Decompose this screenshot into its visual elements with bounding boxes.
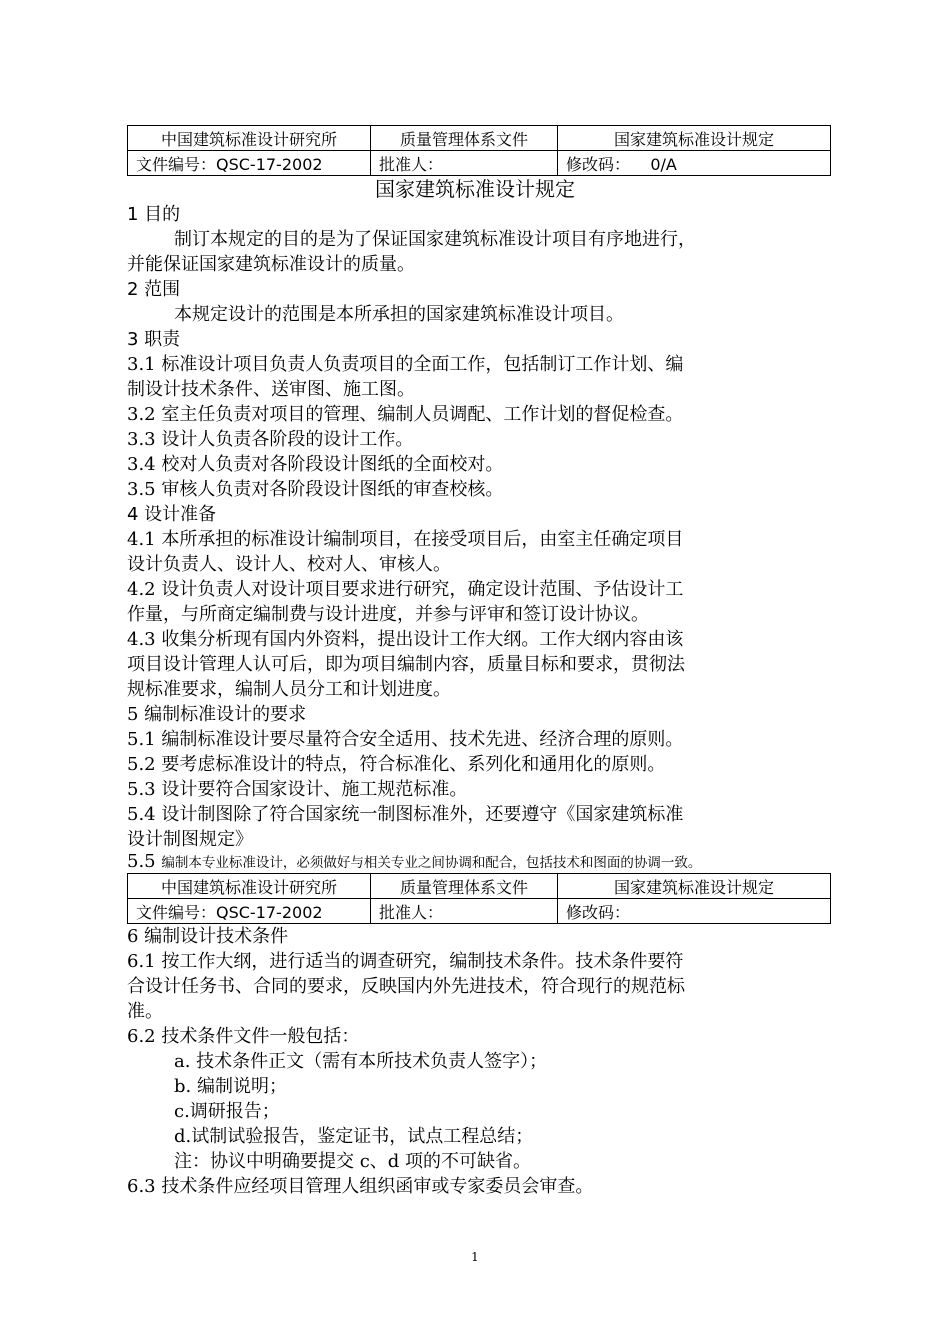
clause-number: 5.5 [127, 851, 156, 872]
list-item: c.调研报告； [174, 1101, 280, 1122]
paragraph-line: 规标准要求，编制人员分工和计划进度。 [127, 679, 451, 700]
header-approver: 批准人： [371, 899, 558, 924]
header-revision: 修改码： 0/A [558, 151, 831, 176]
section-heading: 4 设计准备 [127, 504, 217, 525]
paragraph-line: 制设计技术条件、送审图、施工图。 [127, 379, 415, 400]
paragraph-line: 3.4 校对人负责对各阶段设计图纸的全面校对。 [127, 454, 504, 475]
paragraph-line: 合设计任务书、合同的要求，反映国内外先进技术，符合现行的规范标 [127, 976, 685, 997]
header-file-no: 文件编号：QSC-17-2002 [128, 151, 371, 176]
list-item: b. 编制说明； [174, 1076, 287, 1097]
paragraph-line: 6.1 按工作大纲，进行适当的调查研究，编制技术条件。技术条件要符 [127, 951, 684, 972]
note-line: 注：协议中明确要提交 c、d 项的不可缺省。 [174, 1151, 532, 1172]
paragraph-line: 6.2 技术条件文件一般包括： [127, 1026, 360, 1047]
header-doc-type: 质量管理体系文件 [371, 126, 558, 151]
header-doc-type: 质量管理体系文件 [371, 874, 558, 899]
paragraph-line: 6.3 技术条件应经项目管理人组织函审或专家委员会审查。 [127, 1176, 594, 1197]
document-title: 国家建筑标准设计规定 [375, 177, 575, 201]
section-heading: 2 范围 [127, 279, 181, 300]
section-heading: 3 职责 [127, 329, 181, 350]
paragraph-line: 准。 [127, 1001, 163, 1022]
paragraph-line: 3.1 标准设计项目负责人负责项目的全面工作，包括制订工作计划、编 [127, 354, 684, 375]
paragraph-line: 5.2 要考虑标准设计的特点，符合标准化、系列化和通用化的原则。 [127, 754, 666, 775]
paragraph-line: 设计负责人、设计人、校对人、审核人。 [127, 554, 451, 575]
header-file-no: 文件编号：QSC-17-2002 [128, 899, 371, 924]
paragraph-line: 4.2 设计负责人对设计项目要求进行研究，确定设计范围、予估设计工 [127, 579, 684, 600]
paragraph-line: 4.3 收集分析现有国内外资料，提出设计工作大纲。工作大纲内容由该 [127, 629, 684, 650]
header-doc-title: 国家建筑标准设计规定 [558, 126, 831, 151]
list-item: d.试制试验报告，鉴定证书，试点工程总结； [174, 1126, 534, 1147]
paragraph-line: 3.5 审核人负责对各阶段设计图纸的审查校核。 [127, 479, 504, 500]
paragraph-line: 作量，与所商定编制费与设计进度，并参与评审和签订设计协议。 [127, 604, 649, 625]
paragraph-line: 5.3 设计要符合国家设计、施工规范标准。 [127, 779, 468, 800]
clause-text: 编制本专业标准设计，必须做好与相关专业之间协调和配合，包括技术和图面的协调一致。 [161, 855, 702, 871]
section-heading: 6 编制设计技术条件 [127, 926, 289, 947]
paragraph-line: 制订本规定的目的是为了保证国家建筑标准设计项目有序地进行， [174, 229, 696, 250]
header-revision: 修改码： [558, 899, 831, 924]
header-org: 中国建筑标准设计研究所 [128, 874, 371, 899]
paragraph-line: 并能保证国家建筑标准设计的质量。 [127, 254, 415, 275]
section-heading: 5 编制标准设计的要求 [127, 704, 307, 725]
document-header-table-repeat [127, 873, 831, 924]
paragraph-line: 3.3 设计人负责各阶段的设计工作。 [127, 429, 414, 450]
paragraph-line: 设计制图规定》 [127, 829, 253, 850]
paragraph-line: 4.1 本所承担的标准设计编制项目，在接受项目后，由室主任确定项目 [127, 529, 684, 550]
paragraph-line: 项目设计管理人认可后，即为项目编制内容，质量目标和要求，贯彻法 [127, 654, 685, 675]
list-item: a. 技术条件正文（需有本所技术负责人签字）； [174, 1051, 548, 1072]
paragraph-line: 3.2 室主任负责对项目的管理、编制人员调配、工作计划的督促检查。 [127, 404, 684, 425]
paragraph-line [127, 850, 701, 875]
header-org: 中国建筑标准设计研究所 [128, 126, 371, 151]
section-heading: 1 目的 [127, 204, 181, 225]
document-header-table [127, 125, 831, 176]
paragraph-line: 本规定设计的范围是本所承担的国家建筑标准设计项目。 [174, 304, 624, 325]
paragraph-line: 5.1 编制标准设计要尽量符合安全适用、技术先进、经济合理的原则。 [127, 729, 684, 750]
page-number: 1 [471, 1250, 479, 1264]
header-approver: 批准人： [371, 151, 558, 176]
header-doc-title: 国家建筑标准设计规定 [558, 874, 831, 899]
paragraph-line: 5.4 设计制图除了符合国家统一制图标准外，还要遵守《国家建筑标准 [127, 804, 684, 825]
